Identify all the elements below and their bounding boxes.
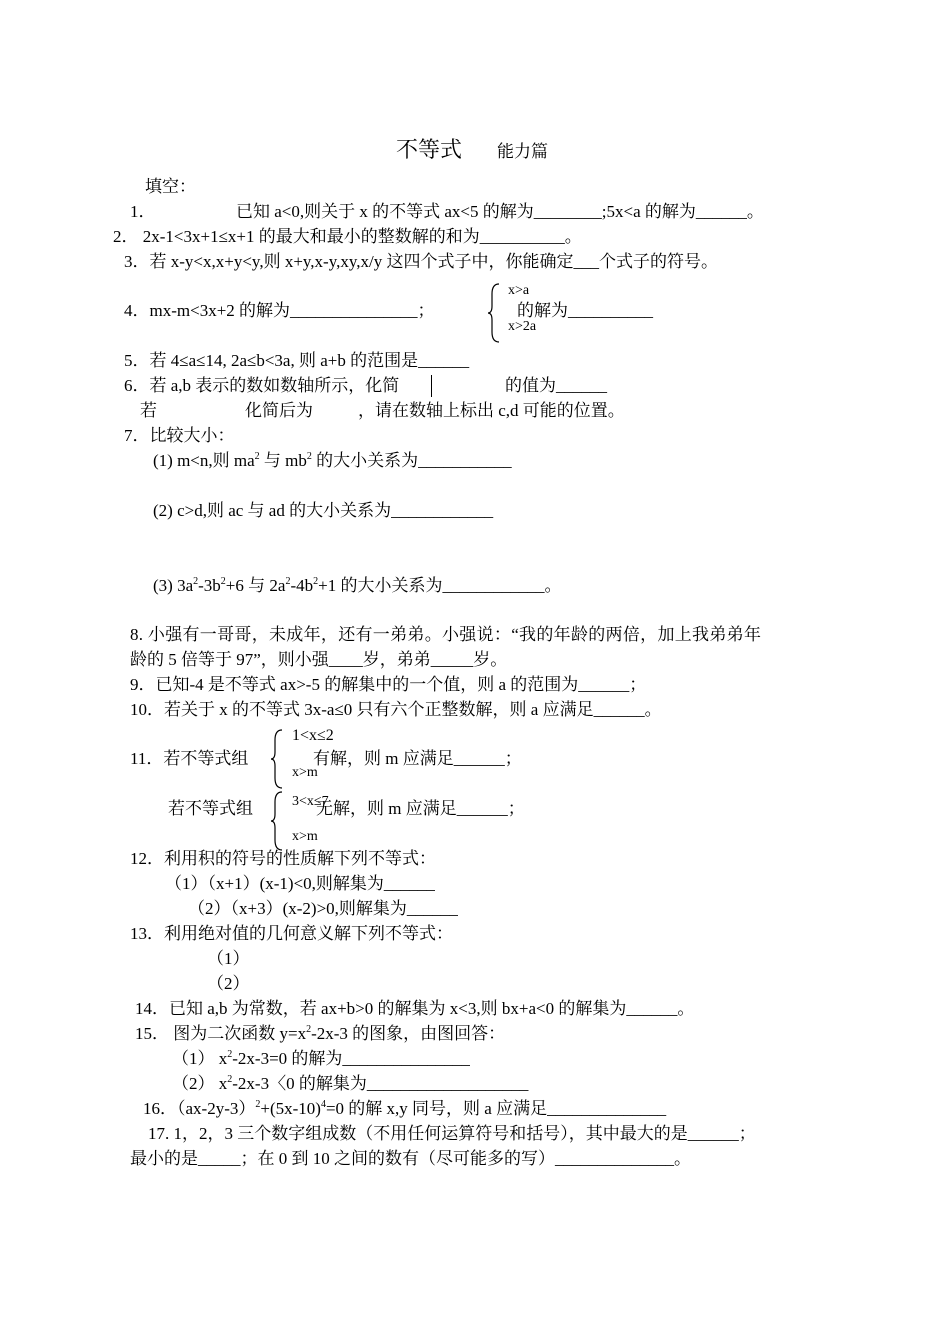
q13-heading: 13．利用绝对值的几何意义解下列不等式： bbox=[130, 924, 453, 943]
q7-part1: (1) m<n,则 $ma^2$ 与 $mb^2$ 的大小关系为___________ bbox=[153, 451, 512, 470]
q2-text: 2． 2x-1<3x+1≤x+1 的最大和最小的整数解的和为__________。 bbox=[113, 227, 582, 246]
q11b-system-top: 3<x≤7 bbox=[292, 794, 329, 809]
q6-text-e: ，请在数轴上标出 c,d 可能的位置。 bbox=[358, 401, 625, 420]
q8-line2: 龄的 5 倍等于 97”，则小强____岁，弟弟_____岁。 bbox=[130, 650, 508, 669]
text-cursor bbox=[431, 375, 432, 397]
q7-part2: (2) c>d,则 ac 与 ad 的大小关系为____________ bbox=[153, 501, 494, 520]
q4-system-top: x>a bbox=[508, 283, 530, 298]
q6-text-b: 的值为______ bbox=[505, 376, 607, 395]
q11a-system-top: 1<x≤2 bbox=[292, 727, 334, 744]
q7-heading: 7．比较大小： bbox=[124, 426, 235, 445]
q13-part2: （2） bbox=[207, 974, 250, 993]
q11b-system-bottom: x>m bbox=[292, 829, 318, 844]
brace-icon bbox=[270, 728, 284, 790]
q11a-tail: 有解，则 m 应满足______； bbox=[313, 749, 522, 768]
q7-part3: (3) $3a^2-3b^2+6$ 与 $2a^2-4b^2+1$ 的大小关系为____________。 bbox=[153, 576, 562, 595]
q13-part1: （1） bbox=[207, 949, 250, 968]
q3-text: 3．若 x-y<x,x+y<y,则 x+y,x-y,xy,x/y 这四个式子中，你能确定___个式子的符号。 bbox=[124, 252, 718, 271]
q12-part2: （2）（x+3）(x-2)>0,则解集为______ bbox=[188, 899, 458, 918]
section-heading: 填空： bbox=[145, 177, 196, 196]
q17-line2: 最小的是_____；在 0 到 10 之间的数有（尽可能多的写）______________。 bbox=[130, 1149, 691, 1168]
q1-text: 已知 a<0,则关于 x 的不等式 ax<5 的解为________;5x<a 的解为______。 bbox=[236, 202, 764, 221]
q15-part2: （2） $x^2-2x-3$〈0 的解集为___________________ bbox=[172, 1074, 529, 1093]
q4-system-bottom: x>2a bbox=[508, 319, 537, 334]
q6-text-a: 6．若 a,b 表示的数如数轴所示，化简 bbox=[124, 376, 400, 395]
brace-icon bbox=[487, 282, 501, 344]
q15-part1: （1） $x^2-2x-3=0$ 的解为_______________ bbox=[172, 1049, 470, 1068]
q12-part1: （1）（x+1）(x-1)<0,则解集为______ bbox=[165, 874, 435, 893]
q1-number: 1． bbox=[130, 202, 156, 221]
q11b-tail: 无解，则 m 应满足______； bbox=[316, 799, 525, 818]
q14-text: 14．已知 a,b 为常数，若 ax+b>0 的解集为 x<3,则 bx+a<0 的解集为______。 bbox=[135, 999, 695, 1018]
q4-right: 的解为__________ bbox=[517, 301, 653, 320]
q8-line1: 8. 小强有一哥哥，未成年，还有一弟弟。小强说：“我的年龄的两倍，加上我弟弟年 bbox=[130, 625, 762, 644]
q10-text: 10．若关于 x 的不等式 3x-a≤0 只有六个正整数解，则 a 应满足______。 bbox=[130, 700, 662, 719]
q16-text: 16．$(ax-2y-3)^2+(5x-10)^4=0$ 的解 x,y 同号，则 a 应满足______________ bbox=[143, 1099, 667, 1118]
brace-icon bbox=[270, 790, 284, 852]
q6-text-d: 化简后为 bbox=[245, 401, 313, 420]
q11a-system-bottom: x>m bbox=[292, 765, 318, 780]
q12-heading: 12．利用积的符号的性质解下列不等式： bbox=[130, 849, 436, 868]
q5-text: 5．若 4≤a≤14, 2a≤b<3a, 则 a+b 的范围是______ bbox=[124, 351, 470, 370]
page-subtitle: 能力篇 bbox=[497, 142, 548, 161]
q9-text: 9．已知-4 是不等式 ax>-5 的解集中的一个值，则 a 的范围为______； bbox=[130, 675, 647, 694]
q4-left: 4．mx-m<3x+2 的解为_______________； bbox=[124, 301, 435, 320]
q11b-label: 若不等式组 bbox=[168, 799, 253, 818]
q11a-label: 11．若不等式组 bbox=[130, 749, 249, 768]
q15-heading: 15． 图为二次函数 $y=x^2-2x-3$ 的图象，由图回答： bbox=[135, 1024, 506, 1043]
page-title: 不等式 bbox=[396, 137, 463, 162]
q17-line1: 17. 1，2，3 三个数字组成数（不用任何运算符号和括号），其中最大的是______； bbox=[148, 1124, 756, 1143]
q6-text-c: 若 bbox=[140, 401, 157, 420]
